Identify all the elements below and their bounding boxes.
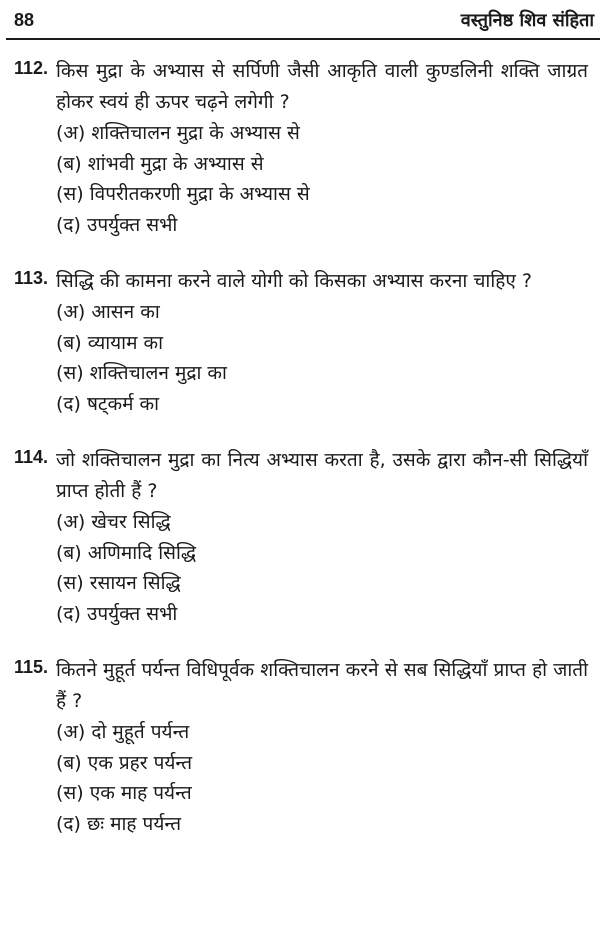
option-d: (द) उपर्युक्त सभी — [56, 213, 178, 236]
option-a: (अ) आसन का — [56, 301, 160, 323]
question-text: सिद्धि की कामना करने वाले योगी को किसका अभ्यास करना चाहिए ? — [56, 270, 532, 292]
option-list — [56, 118, 592, 240]
running-title: वस्तुनिष्ठ शिव संहिता — [460, 10, 594, 31]
option-d: (द) षट्कर्म का — [56, 392, 160, 415]
option-c: (स) रसायन सिद्धि — [56, 572, 181, 594]
option-d: (द) छः माह पर्यन्त — [56, 812, 182, 835]
page-header — [0, 0, 600, 40]
option-c: (स) एक माह पर्यन्त — [56, 782, 192, 804]
option-a: (अ) खेचर सिद्धि — [56, 511, 171, 533]
header-rule — [6, 38, 600, 40]
option-a: (अ) शक्तिचालन मुद्रा के अभ्यास से — [56, 122, 300, 144]
option-list — [56, 717, 592, 839]
question-number: 113. — [14, 268, 49, 288]
option-c: (स) विपरीतकरणी मुद्रा के अभ्यास से — [56, 183, 310, 205]
question-text: जो शक्तिचालन मुद्रा का नित्य अभ्यास करता है, उसके द्वारा कौन-सी सिद्धियाँ प्राप्त होती हैं ? — [56, 449, 588, 502]
option-c: (स) शक्तिचालन मुद्रा का — [56, 362, 227, 384]
option-b: (ब) एक प्रहर पर्यन्त — [56, 751, 193, 774]
question-112 — [0, 56, 600, 240]
question-114 — [0, 445, 600, 629]
option-b: (ब) शांभवी मुद्रा के अभ्यास से — [56, 152, 264, 175]
question-number: 115. — [14, 657, 49, 677]
option-list — [56, 297, 592, 419]
question-list — [0, 56, 600, 865]
question-number: 112. — [14, 58, 49, 78]
page-number: 88 — [14, 10, 35, 30]
option-list — [56, 507, 592, 629]
question-113 — [0, 266, 600, 419]
option-b: (ब) अणिमादि सिद्धि — [56, 541, 197, 564]
question-115 — [0, 655, 600, 839]
option-b: (ब) व्यायाम का — [56, 331, 164, 354]
question-text: कितने मुहूर्त पर्यन्त विधिपूर्वक शक्तिचालन करने से सब सिद्धियाँ प्राप्त हो जाती हैं ? — [56, 659, 588, 712]
question-text: किस मुद्रा के अभ्यास से सर्पिणी जैसी आकृति वाली कुण्डलिनी शक्ति जाग्रत होकर स्वयं ही ऊपर चढ़ने लगेगी ? — [56, 60, 588, 113]
option-a: (अ) दो मुहूर्त पर्यन्त — [56, 721, 190, 743]
question-number: 114. — [14, 447, 49, 467]
option-d: (द) उपर्युक्त सभी — [56, 602, 178, 625]
